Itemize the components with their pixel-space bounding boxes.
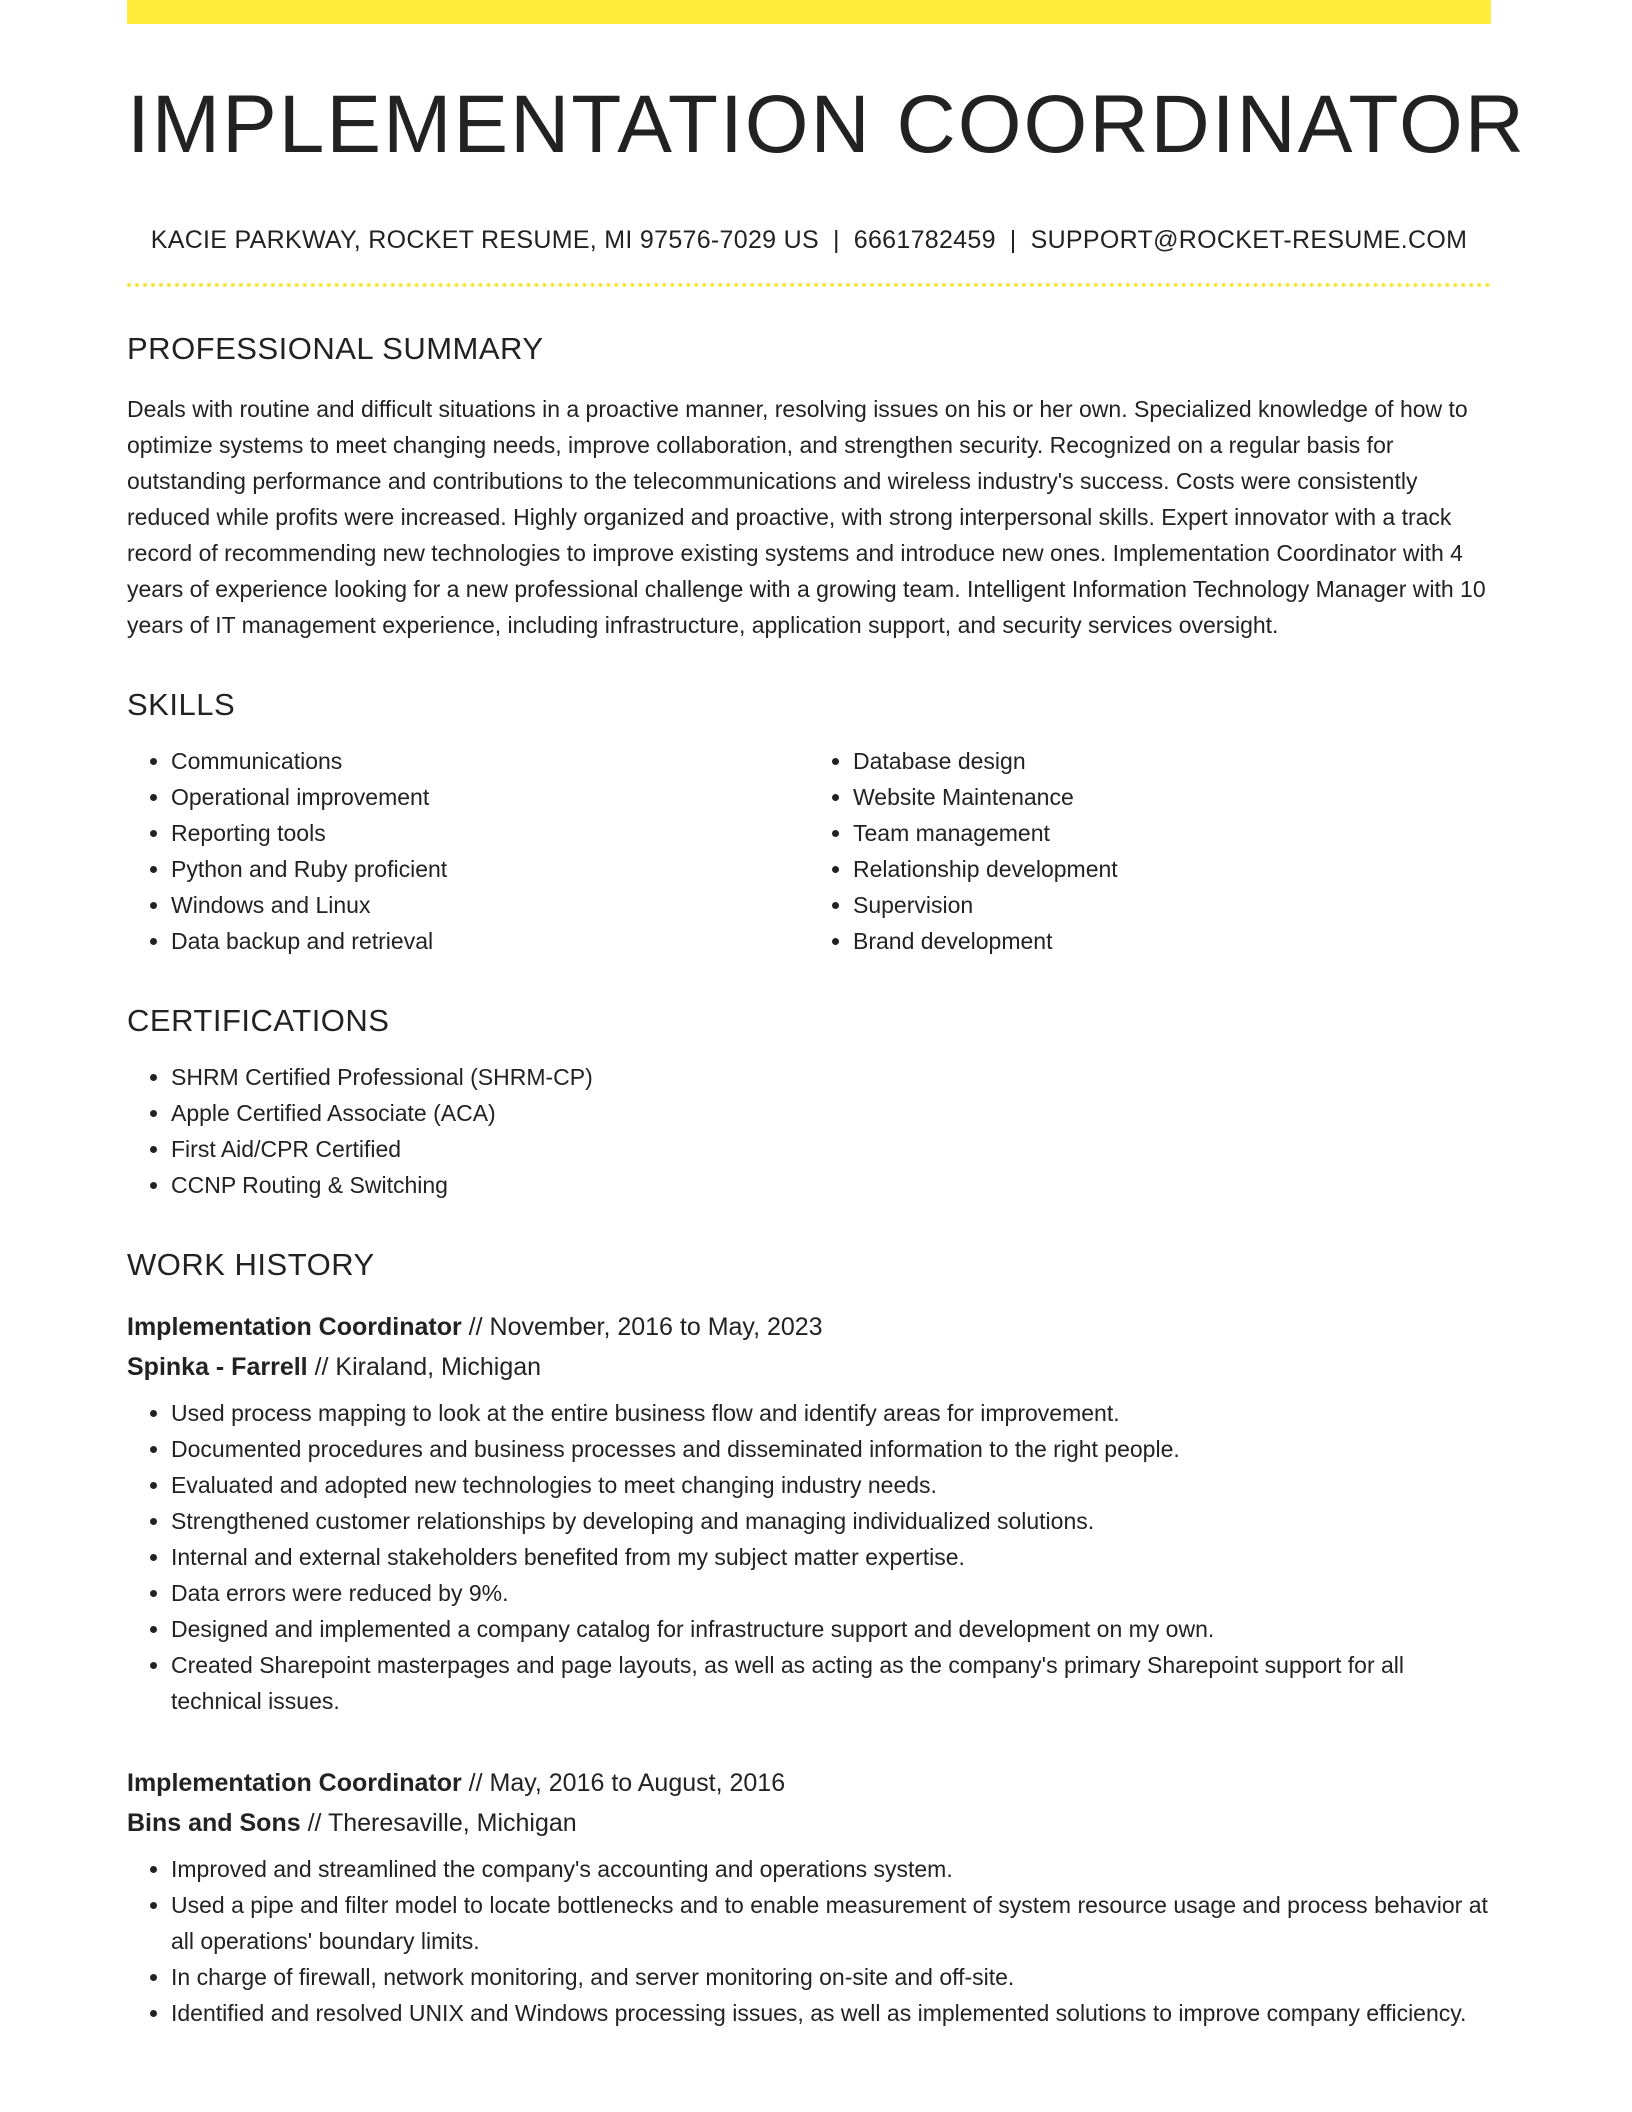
certification-item: • Apple Certified Associate (ACA) <box>171 1095 1491 1131</box>
certification-item: • SHRM Certified Professional (SHRM-CP) <box>171 1059 1491 1095</box>
skills-heading: SKILLS <box>127 687 236 723</box>
job-bullet: • Used a pipe and filter model to locate bottlenecks and to enable measurement of system resource usage and process behavior at all operations' boundary limits. <box>171 1887 1491 1959</box>
certification-item: • First Aid/CPR Certified <box>171 1131 1491 1167</box>
job-company: Bins and Sons <box>127 1809 301 1838</box>
job-bullet: • Data errors were reduced by 9%. <box>171 1575 1491 1611</box>
job-title: Implementation Coordinator <box>127 1313 462 1342</box>
contact-email: SUPPORT@ROCKET-RESUME.COM <box>1030 226 1468 255</box>
skill-item: • Relationship development <box>853 851 1491 887</box>
job-bullet: • Evaluated and adopted new technologies to meet changing industry needs. <box>171 1467 1491 1503</box>
job-dates: // November, 2016 to May, 2023 <box>461 1313 823 1342</box>
job-bullet: • Used process mapping to look at the entire business flow and identify areas for improvement. <box>171 1395 1491 1431</box>
job-company-line <box>127 1347 1491 1387</box>
job-entry <box>127 1307 1491 1719</box>
job-company: Spinka - Farrell <box>127 1353 308 1382</box>
skills-column-right <box>809 743 1491 959</box>
skill-item: • Reporting tools <box>171 815 809 851</box>
contact-separator: | <box>1009 226 1017 255</box>
job-bullet: • Internal and external stakeholders benefited from my subject matter expertise. <box>171 1539 1491 1575</box>
skill-item: • Website Maintenance <box>853 779 1491 815</box>
job-title-line <box>127 1763 1491 1803</box>
summary-heading: PROFESSIONAL SUMMARY <box>127 331 544 367</box>
skill-item: • Python and Ruby proficient <box>171 851 809 887</box>
contact-phone: 6661782459 <box>853 226 996 255</box>
contact-separator: | <box>832 226 840 255</box>
certification-item: • CCNP Routing & Switching <box>171 1167 1491 1203</box>
contact-line <box>127 226 1491 255</box>
resume-page <box>127 0 1526 2031</box>
skill-item: • Operational improvement <box>171 779 809 815</box>
job-bullet: • In charge of firewall, network monitoring, and server monitoring on-site and off-site. <box>171 1959 1491 1995</box>
accent-top-bar <box>127 0 1491 24</box>
skill-item: • Communications <box>171 743 809 779</box>
job-bullet: • Documented procedures and business processes and disseminated information to the right people. <box>171 1431 1491 1467</box>
job-title: Implementation Coordinator <box>127 1769 462 1798</box>
skill-item: • Windows and Linux <box>171 887 809 923</box>
job-location: // Kiraland, Michigan <box>307 1353 542 1382</box>
job-bullet: • Designed and implemented a company catalog for infrastructure support and development on my own. <box>171 1611 1491 1647</box>
skill-item: • Database design <box>853 743 1491 779</box>
job-bullets <box>127 1851 1491 2031</box>
certifications-list <box>127 1059 1491 1203</box>
contact-address: KACIE PARKWAY, ROCKET RESUME, MI 97576-7029 US <box>150 226 819 255</box>
work-history-heading: WORK HISTORY <box>127 1247 375 1283</box>
skills-grid <box>127 743 1491 959</box>
skill-item: • Supervision <box>853 887 1491 923</box>
dotted-divider <box>127 283 1491 287</box>
job-dates: // May, 2016 to August, 2016 <box>461 1769 786 1798</box>
job-location: // Theresaville, Michigan <box>300 1809 577 1838</box>
skills-column-left <box>127 743 809 959</box>
job-company-line <box>127 1803 1491 1843</box>
certifications-heading: CERTIFICATIONS <box>127 1003 390 1039</box>
job-bullet: • Improved and streamlined the company's accounting and operations system. <box>171 1851 1491 1887</box>
resume-title: IMPLEMENTATION COORDINATOR <box>127 79 1526 170</box>
skill-item: • Team management <box>853 815 1491 851</box>
job-bullet: • Strengthened customer relationships by developing and managing individualized solutions. <box>171 1503 1491 1539</box>
summary-text: Deals with routine and difficult situations in a proactive manner, resolving issues on his or her own. Specialized knowledge of how to optimize systems to meet changing needs, improve collaboration, and strengthen security. Recognized on a regular basis for outstanding performance and contributions to the telecommunications and wireless industry's success. Costs were consistently reduced while profits were increased. Highly organized and proactive, with strong interpersonal skills. Expert innovator with a track record of recommending new technologies to improve existing systems and introduce new ones. Implementation Coordinator with 4 years of experience looking for a new professional challenge with a growing team. Intelligent Information Technology Manager with 10 years of IT management experience, including infrastructure, application support, and security services oversight. <box>127 396 1486 639</box>
job-bullets <box>127 1395 1491 1719</box>
skill-item: • Brand development <box>853 923 1491 959</box>
job-bullet: • Identified and resolved UNIX and Windows processing issues, as well as implemented solutions to improve company efficiency. <box>171 1995 1491 2031</box>
job-entry <box>127 1763 1491 2031</box>
job-title-line <box>127 1307 1491 1347</box>
skill-item: • Data backup and retrieval <box>171 923 809 959</box>
job-bullet: • Created Sharepoint masterpages and page layouts, as well as acting as the company's primary Sharepoint support for all technical issues. <box>171 1647 1491 1719</box>
